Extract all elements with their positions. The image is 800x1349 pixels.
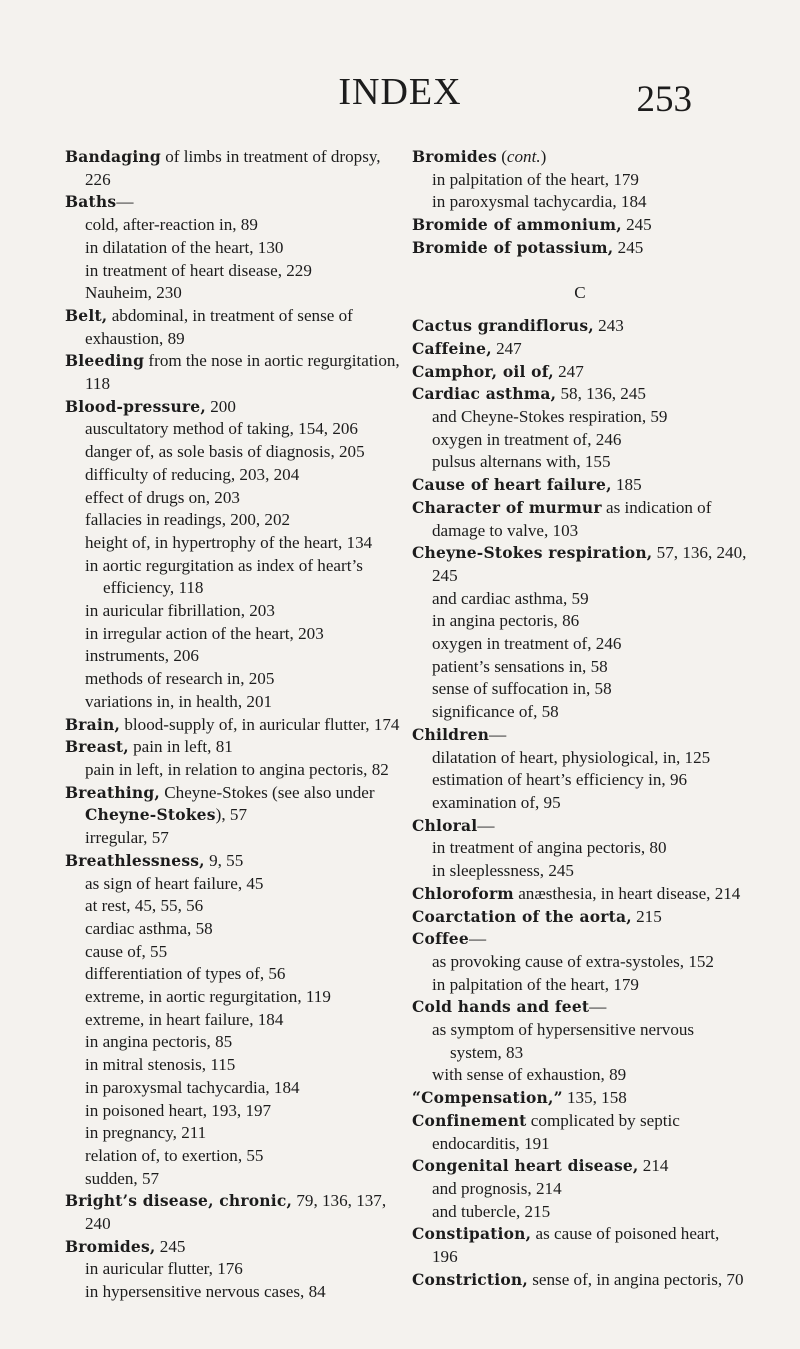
entry-text: 243 xyxy=(593,316,624,336)
index-entry xyxy=(412,497,748,542)
entry-headword: Cardiac asthma, xyxy=(412,384,557,404)
entry-text: complicated by septic endocarditis, 191 xyxy=(432,1110,680,1153)
index-entry xyxy=(412,1087,748,1110)
index-subentry: cause of, 55 xyxy=(85,941,168,961)
index-entry xyxy=(412,361,748,384)
index-subentry: in mitral stenosis, 115 xyxy=(85,1055,236,1075)
entry-text: 9, 55 xyxy=(204,850,244,870)
index-subentry: in angina pectoris, 86 xyxy=(432,611,580,631)
entry-headword: Breast, xyxy=(65,737,129,757)
entry-headword: Belt, xyxy=(65,305,108,325)
entry-text: 200 xyxy=(205,396,236,416)
page-header xyxy=(0,72,800,132)
index-subentry: sudden, 57 xyxy=(85,1168,160,1188)
entry-headword: Coffee xyxy=(412,929,469,949)
entry-headword: Constipation, xyxy=(412,1224,532,1244)
section-letter: C xyxy=(574,282,586,302)
entry-headword: Congenital heart disease, xyxy=(412,1156,639,1176)
index-entry xyxy=(412,1223,748,1268)
entry-text: 57, 136, 240, 245 xyxy=(432,543,747,585)
index-subentry: oxygen in treatment of, 246 xyxy=(432,429,622,449)
index-entry xyxy=(65,146,401,191)
index-entry xyxy=(412,815,748,838)
index-entry xyxy=(65,1190,401,1235)
index-subentry: and Cheyne-Stokes respiration, 59 xyxy=(432,407,668,427)
index-subentry: at rest, 45, 55, 56 xyxy=(85,896,204,916)
index-subentry: patient’s sensations in, 58 xyxy=(432,656,608,676)
entry-text: 247 xyxy=(553,361,584,381)
entry-text: 214 xyxy=(638,1156,669,1176)
index-subentry: oxygen in treatment of, 246 xyxy=(432,634,622,654)
entry-text: abdominal, in treatment of sense of exhaustion, 89 xyxy=(85,305,353,348)
entry-text: of limbs in treatment of dropsy, 226 xyxy=(85,147,381,189)
entry-headword: Chloral xyxy=(412,815,478,835)
entry-text: ) xyxy=(540,147,547,166)
index-subentry: in auricular fibrillation, 203 xyxy=(85,601,275,621)
index-subentry: danger of, as sole basis of diagnosis, 205 xyxy=(85,442,365,462)
index-subentry: with sense of exhaustion, 89 xyxy=(432,1065,627,1085)
entry-text: — xyxy=(477,815,495,835)
index-entry xyxy=(412,996,748,1019)
entry-text: blood-supply of, in auricular flutter, 174 xyxy=(120,714,400,734)
entry-headword: Cactus grandiflorus, xyxy=(412,316,594,336)
entry-headword: Bleeding xyxy=(65,351,145,371)
entry-headword: Bromides xyxy=(412,147,497,166)
entry-headword: Bright’s disease, chronic, xyxy=(65,1191,293,1211)
entry-text: Cheyne-Stokes (see also under xyxy=(160,782,375,802)
index-subentry: and cardiac asthma, 59 xyxy=(432,588,589,608)
index-subentry: effect of drugs on, 203 xyxy=(85,487,240,507)
index-subentry: in paroxysmal tachycardia, 184 xyxy=(432,192,647,212)
entry-text: sense of, in angina pectoris, 70 xyxy=(527,1269,744,1289)
entry-headword: “Compensation,” xyxy=(412,1088,563,1108)
index-subentry: estimation of heart’s efficiency in, 96 xyxy=(432,770,688,790)
index-entry xyxy=(412,383,748,406)
index-entry xyxy=(65,736,401,759)
index-subentry: in angina pectoris, 85 xyxy=(85,1032,233,1052)
index-entry xyxy=(65,305,401,350)
index-subentry: in treatment of angina pectoris, 80 xyxy=(432,838,667,858)
entry-headword: Bromide of ammonium, xyxy=(412,215,622,235)
entry-text: — xyxy=(589,997,607,1017)
index-entry xyxy=(412,1110,748,1155)
index-subentry: dilatation of heart, physiological, in, 125 xyxy=(432,747,711,767)
index-entry xyxy=(412,146,748,169)
page-title: INDEX xyxy=(338,71,462,113)
index-subentry: in paroxysmal tachycardia, 184 xyxy=(85,1077,300,1097)
entry-text: ), 57 xyxy=(215,805,248,825)
entry-headword: Camphor, oil of, xyxy=(412,361,554,381)
index-entry xyxy=(65,191,401,214)
index-subentry: methods of research in, 205 xyxy=(85,669,275,689)
entry-headword: Coarctation of the aorta, xyxy=(412,906,632,926)
entry-text: 245 xyxy=(621,215,652,235)
index-entry xyxy=(412,883,748,906)
index-subentry: irregular, 57 xyxy=(85,828,169,848)
entry-headword: Bandaging xyxy=(65,147,161,166)
index-entry xyxy=(65,396,401,419)
index-subentry: instruments, 206 xyxy=(85,646,199,666)
index-subentry: significance of, 58 xyxy=(432,702,559,722)
entry-text: 245 xyxy=(155,1236,186,1256)
entry-text: pain in left, 81 xyxy=(128,737,233,757)
entry-headword: Confinement xyxy=(412,1110,527,1130)
index-subentry: in palpitation of the heart, 179 xyxy=(432,169,639,189)
index-entry xyxy=(412,1269,748,1292)
entry-text: 185 xyxy=(611,475,642,495)
entry-text: as cause of poisoned heart, 196 xyxy=(432,1224,720,1267)
entry-text: anæsthesia, in heart disease, 214 xyxy=(513,883,741,903)
index-subentry: in aortic regurgitation as index of heart’s efficiency, 118 xyxy=(85,555,363,598)
index-subentry: in hypersensitive nervous cases, 84 xyxy=(85,1282,326,1302)
index-column-left xyxy=(65,146,401,1304)
entry-headword: Caffeine, xyxy=(412,338,492,358)
index-subentry: sense of suffocation in, 58 xyxy=(432,679,612,699)
entry-text: 247 xyxy=(491,338,522,358)
index-subentry: in poisoned heart, 193, 197 xyxy=(85,1100,272,1120)
entry-headword: Character of murmur xyxy=(412,497,602,517)
index-subentry: variations in, in health, 201 xyxy=(85,691,273,711)
index-subentry: relation of, to exertion, 55 xyxy=(85,1145,264,1165)
index-entry xyxy=(412,214,748,237)
index-subentry: in dilatation of the heart, 130 xyxy=(85,237,284,257)
index-entry xyxy=(412,338,748,361)
index-entry xyxy=(412,928,748,951)
index-subentry: as sign of heart failure, 45 xyxy=(85,873,264,893)
entry-headword: Baths xyxy=(65,192,117,212)
entry-text: 58, 136, 245 xyxy=(556,384,646,404)
index-subentry: fallacies in readings, 200, 202 xyxy=(85,510,291,530)
entry-headword: Breathlessness, xyxy=(65,850,205,870)
index-entry xyxy=(412,724,748,747)
entry-headword: Brain, xyxy=(65,714,121,734)
index-subentry: and prognosis, 214 xyxy=(432,1178,562,1198)
entry-text: ( xyxy=(496,147,507,166)
index-entry xyxy=(412,906,748,929)
entry-text: from the nose in aortic regurgitation, 118 xyxy=(85,351,400,394)
index-entry xyxy=(65,1236,401,1259)
entry-text: 79, 136, 137, 240 xyxy=(85,1191,387,1234)
entry-headword: Cheyne-Stokes respiration, xyxy=(412,543,653,563)
index-subentry: cold, after-reaction in, 89 xyxy=(85,215,258,235)
index-subentry: difficulty of reducing, 203, 204 xyxy=(85,464,300,484)
index-subentry: in treatment of heart disease, 229 xyxy=(85,260,312,280)
index-subentry: extreme, in aortic regurgitation, 119 xyxy=(85,987,331,1007)
index-subentry: and tubercle, 215 xyxy=(432,1201,551,1221)
index-subentry: in pregnancy, 211 xyxy=(85,1123,207,1143)
entry-text: 245 xyxy=(613,237,644,257)
index-subentry: extreme, in heart failure, 184 xyxy=(85,1009,284,1029)
index-subentry: as provoking cause of extra-systoles, 152 xyxy=(432,951,714,971)
entry-cross-reference: Cheyne-Stokes xyxy=(85,805,216,825)
index-subentry: in irregular action of the heart, 203 xyxy=(85,623,324,643)
entry-italic-text: cont. xyxy=(506,147,541,166)
index-subentry: in auricular flutter, 176 xyxy=(85,1259,243,1279)
entry-headword: Bromides, xyxy=(65,1236,156,1256)
index-entry xyxy=(412,474,748,497)
index-entry xyxy=(412,542,748,587)
index-subentry: pulsus alternans with, 155 xyxy=(432,452,611,472)
index-subentry: as symptom of hypersensitive nervous system, 83 xyxy=(432,1020,695,1062)
index-entry xyxy=(65,782,401,827)
index-subentry: height of, in hypertrophy of the heart, 134 xyxy=(85,532,373,552)
index-entry xyxy=(412,1155,748,1178)
index-subentry: auscultatory method of taking, 154, 206 xyxy=(85,419,358,439)
index-entry xyxy=(65,350,401,395)
page-number: 253 xyxy=(636,79,692,120)
entry-headword: Cold hands and feet xyxy=(412,997,590,1017)
entry-headword: Blood-pressure, xyxy=(65,396,206,416)
entry-headword: Chloroform xyxy=(412,883,514,903)
entry-text: — xyxy=(468,929,487,949)
index-entry xyxy=(412,237,748,260)
index-subentry: differentiation of types of, 56 xyxy=(85,964,286,984)
index-entry xyxy=(412,315,748,338)
index-entry xyxy=(65,714,401,737)
entry-text: 215 xyxy=(631,906,662,926)
index-subentry: Nauheim, 230 xyxy=(85,283,182,303)
entry-text: 135, 158 xyxy=(562,1088,627,1108)
entry-headword: Constriction, xyxy=(412,1269,528,1289)
index-entry xyxy=(65,850,401,873)
entry-text: — xyxy=(116,192,134,212)
index-column-right xyxy=(412,146,748,1291)
index-subentry: cardiac asthma, 58 xyxy=(85,918,213,938)
entry-text: — xyxy=(489,724,507,744)
entry-text: as indication of damage to valve, 103 xyxy=(432,497,712,540)
entry-headword: Children xyxy=(412,724,490,744)
index-subentry: examination of, 95 xyxy=(432,792,561,812)
entry-headword: Breathing, xyxy=(65,782,160,802)
index-subentry: pain in left, in relation to angina pectoris, 82 xyxy=(85,759,389,779)
entry-headword: Bromide of potassium, xyxy=(412,237,614,257)
index-subentry: in palpitation of the heart, 179 xyxy=(432,974,639,994)
index-subentry: in sleeplessness, 245 xyxy=(432,861,574,881)
entry-headword: Cause of heart failure, xyxy=(412,475,612,495)
